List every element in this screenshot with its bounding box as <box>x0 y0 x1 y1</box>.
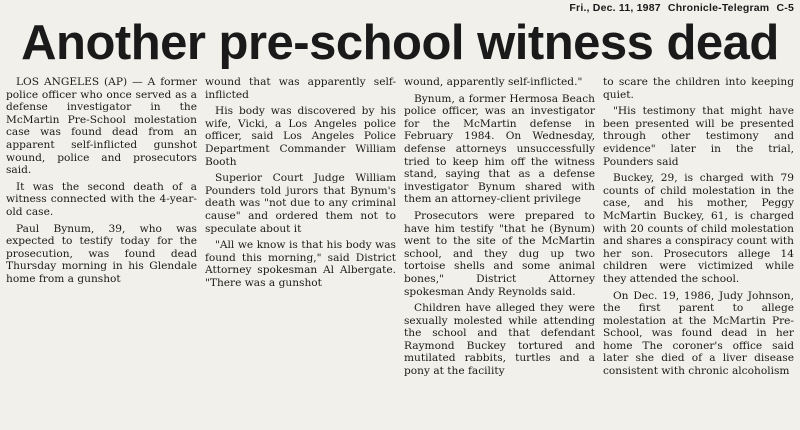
paragraph: Buckey, 29, is charged with 79 counts of child molestation in the case, and his mother, Peggy McMartin Buckey, 61, is charged with 20 counts of child molestation and shares a conspiracy count with her son. Prosecutors allege 14 children were victimized while they attended the school. <box>603 172 794 285</box>
paragraph: Children have alleged they were sexually molested while attending the school and that defendant Raymond Buckey tortured and mutilated rabbits, turtles and a pony at the facility <box>404 302 595 378</box>
paragraph: On Dec. 19, 1986, Judy Johnson, the first parent to allege molestation at the McMartin Pre-School, was found dead in her home The coroner's office said later she died of a liver disease consistent with chronic alcoholism <box>603 289 794 378</box>
paragraph: Bynum, a former Hermosa Beach police officer, was an investigator for the McMartin defense in February 1984. On Wednesday, defense attorneys unsuccessfully tried to keep him off the witness stand, saying that as a defense investigator Bynum shared with them an attorney-client privilege <box>404 92 595 206</box>
paragraph: Prosecutors were prepared to have him testify "that he (Bynum) went to the site of the McMartin school, and they dug up two tortoise shells and some animal bones," District Attorney spokesman Andy Reynolds said. <box>404 209 595 298</box>
paragraph: LOS ANGELES (AP) — A former police officer who once served as a defense investigator in the McMartin Pre-School molestation case was found dead from an apparent self-inflicted gunshot wound, police and prosecutors said. <box>6 76 197 177</box>
paragraph: Paul Bynum, 39, who was expected to testify today for the prosecution, was found dead Thursday morning in his Glendale home from a gunshot <box>6 222 197 285</box>
paragraph: to scare the children into keeping quiet. <box>603 76 794 101</box>
paragraph: "His testimony that might have been presented will be presented through other testimony and evidence" later in the trial, Pounders said <box>603 105 794 168</box>
article-body <box>6 76 796 430</box>
page-dateline <box>565 2 794 14</box>
article-column-4 <box>603 76 794 430</box>
paragraph: "All we know is that his body was found this morning," said District Attorney spokesman Al Albergate. "There was a gunshot <box>205 239 396 289</box>
article-column-1 <box>6 76 197 430</box>
article-column-3 <box>404 76 595 430</box>
article-column-2 <box>205 76 396 430</box>
headline: Another pre-school witness dead <box>21 16 779 70</box>
page-number: C-5 <box>776 2 794 14</box>
paragraph: It was the second death of a witness connected with the 4-year-old case. <box>6 180 197 218</box>
paragraph: wound, apparently self-inflicted." <box>404 76 583 88</box>
issue-date: Fri., Dec. 11, 1987 <box>569 2 661 14</box>
paragraph: Superior Court Judge William Pounders told jurors that Bynum's death was "not due to any criminal cause" and ordered them not to speculate about it <box>205 172 396 235</box>
paragraph: His body was discovered by his wife, Vicki, a Los Angeles police officer, said Los Angeles Police Department Commander William Booth <box>205 105 396 168</box>
newspaper-name: Chronicle-Telegram <box>667 2 770 14</box>
paragraph: wound that was apparently self-inflicted <box>205 76 396 101</box>
